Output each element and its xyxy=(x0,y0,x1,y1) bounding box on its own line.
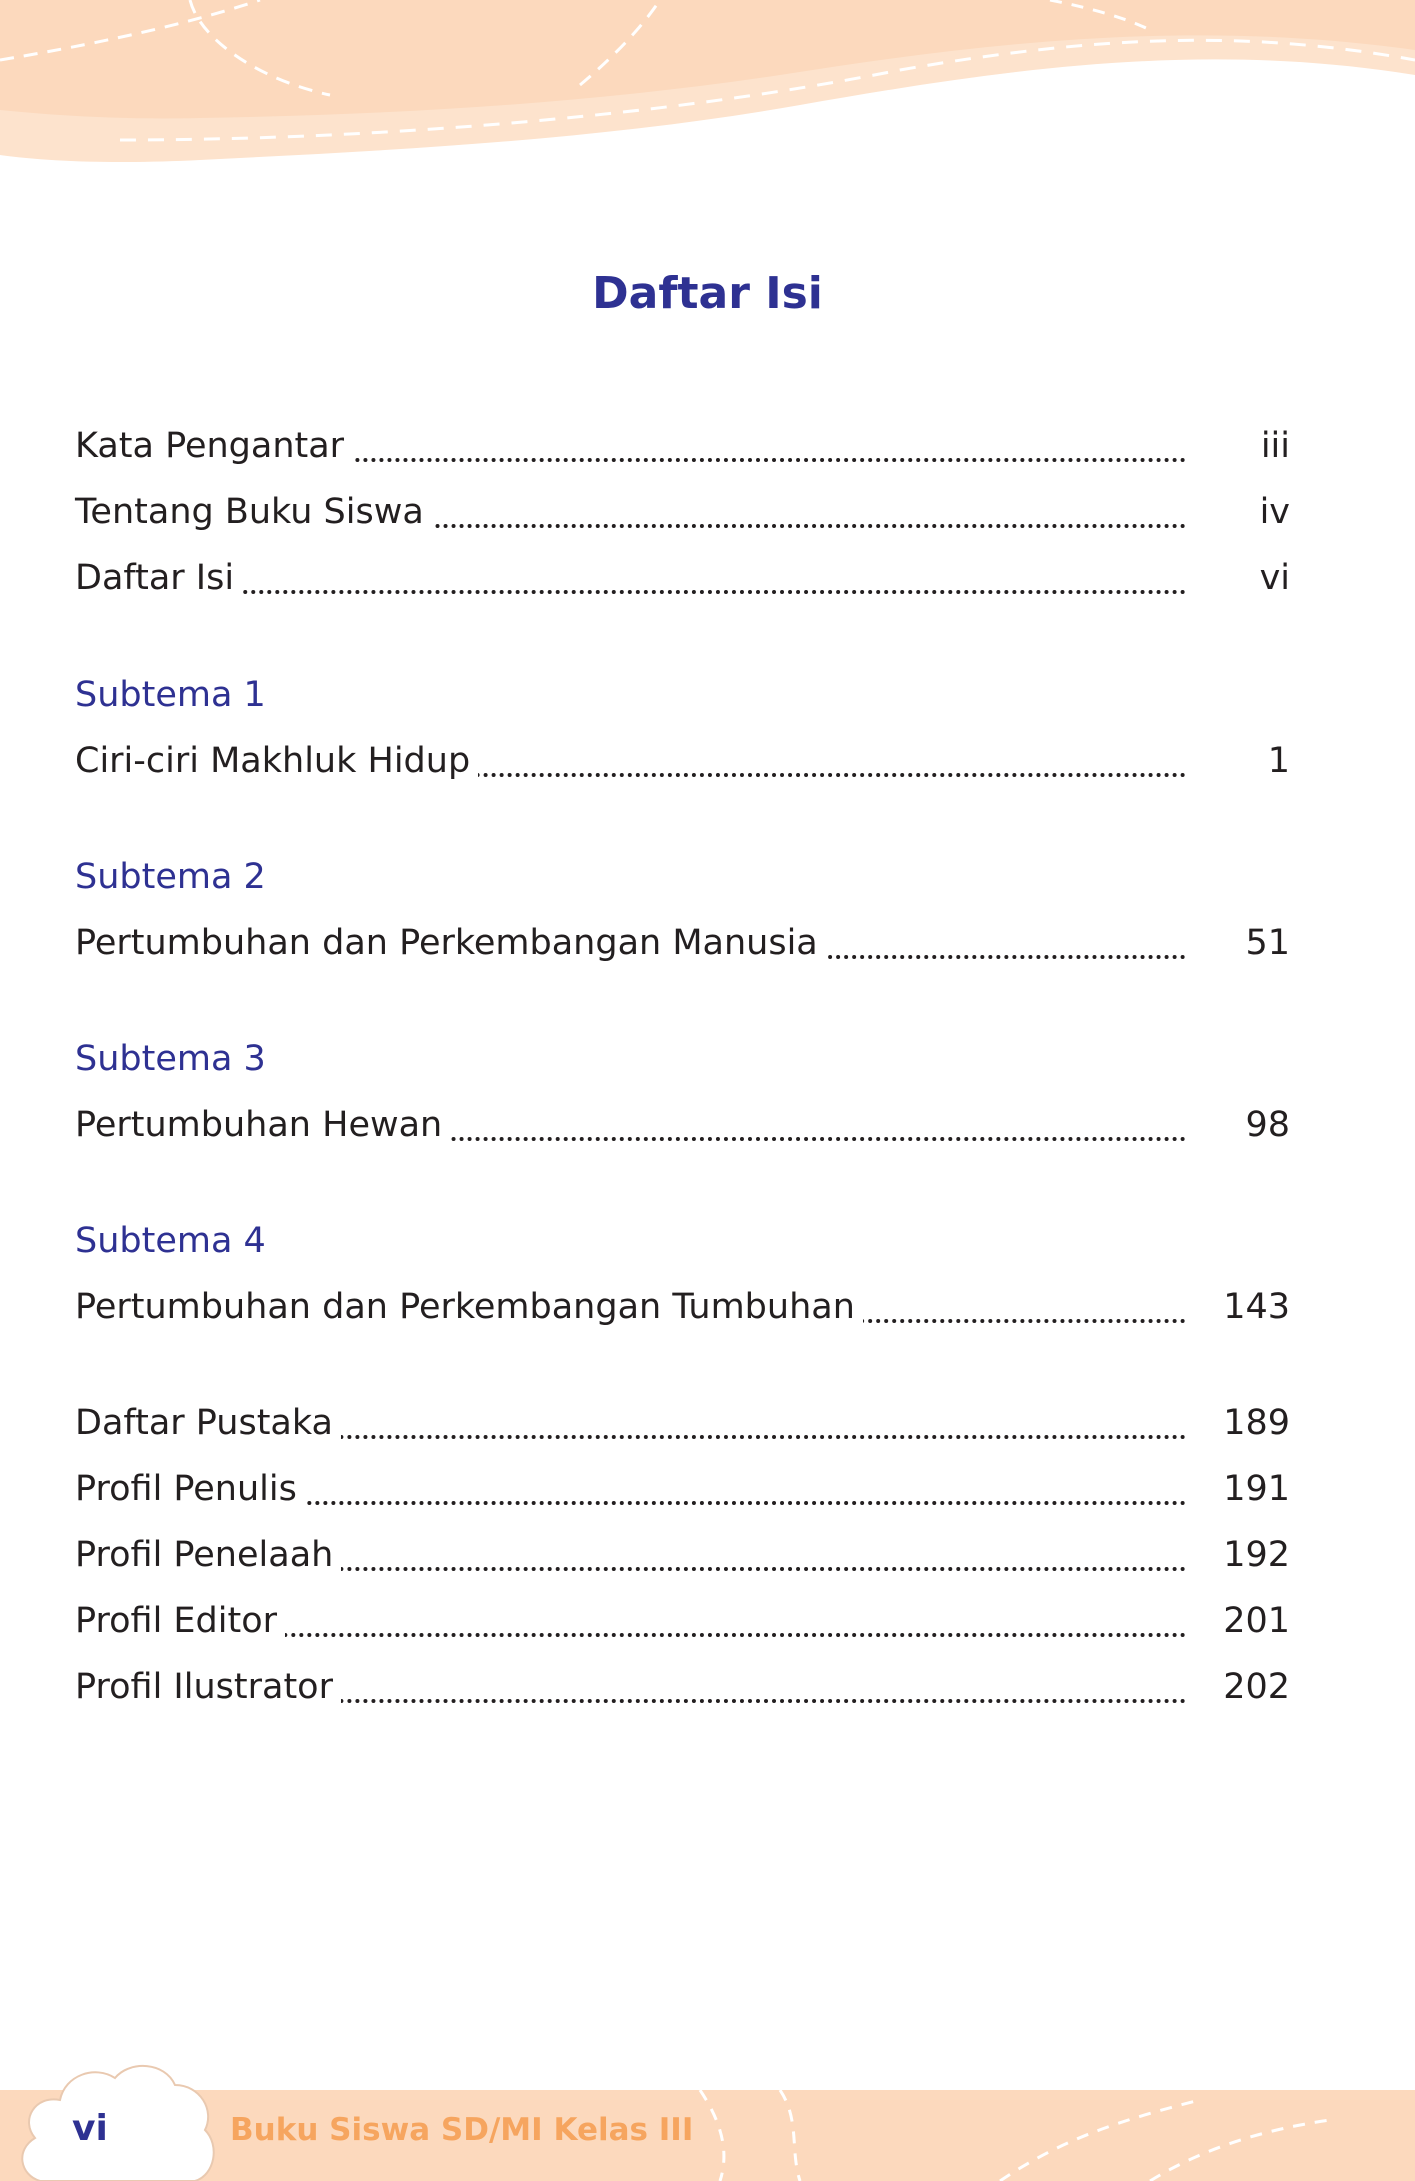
toc-entry-label: Pertumbuhan dan Perkembangan Manusia xyxy=(75,922,826,964)
footer-page-number: vi xyxy=(72,2108,108,2149)
toc-entry-page: 201 xyxy=(1223,1601,1290,1641)
footer-book-title: Buku Siswa SD/MI Kelas III xyxy=(230,2112,694,2148)
toc-entry-page: iii xyxy=(1260,426,1290,466)
toc-entry-daftar-pustaka[interactable] xyxy=(75,1402,1290,1452)
toc-entry-profil-penulis[interactable] xyxy=(75,1468,1290,1518)
toc-entry-label: Profil Penelaah xyxy=(75,1534,341,1576)
toc-entry-page: 202 xyxy=(1223,1667,1290,1707)
toc-entry-page: 189 xyxy=(1223,1403,1290,1443)
toc-entry-tentang-buku-siswa[interactable] xyxy=(75,491,1290,541)
toc-entry-label: Ciri-ciri Makhluk Hidup xyxy=(75,740,478,782)
toc-entry-subtema-1[interactable] xyxy=(75,740,1290,790)
toc-entry-page: 191 xyxy=(1223,1469,1290,1509)
toc-entry-label: Pertumbuhan dan Perkembangan Tumbuhan xyxy=(75,1286,863,1328)
toc-entry-label: Profil Penulis xyxy=(75,1468,305,1510)
toc-entry-daftar-isi[interactable] xyxy=(75,557,1290,607)
toc-entry-page: vi xyxy=(1259,558,1290,598)
toc-entry-label: Kata Pengantar xyxy=(75,425,352,467)
toc-entry-label: Profil Editor xyxy=(75,1600,285,1642)
subtema-heading-4: Subtema 4 xyxy=(75,1221,266,1261)
toc-entry-subtema-4[interactable] xyxy=(75,1286,1290,1336)
subtema-heading-3: Subtema 3 xyxy=(75,1039,266,1079)
toc-entry-profil-editor[interactable] xyxy=(75,1600,1290,1650)
subtema-heading-2: Subtema 2 xyxy=(75,857,266,897)
toc-entry-subtema-3[interactable] xyxy=(75,1104,1290,1154)
page-title: Daftar Isi xyxy=(592,268,823,319)
toc-entry-page: 192 xyxy=(1223,1535,1290,1575)
toc-entry-page: 1 xyxy=(1267,741,1290,781)
toc-entry-page: 143 xyxy=(1223,1287,1290,1327)
toc-entry-page: 51 xyxy=(1245,923,1290,963)
toc-entry-label: Pertumbuhan Hewan xyxy=(75,1104,450,1146)
table-of-contents xyxy=(75,0,1290,1750)
toc-entry-profil-penelaah[interactable] xyxy=(75,1534,1290,1584)
toc-entry-page: 98 xyxy=(1245,1105,1290,1145)
toc-entry-label: Daftar Pustaka xyxy=(75,1402,341,1444)
toc-entry-profil-ilustrator[interactable] xyxy=(75,1666,1290,1716)
toc-entry-subtema-2[interactable] xyxy=(75,922,1290,972)
toc-entry-label: Profil Ilustrator xyxy=(75,1666,341,1708)
toc-entry-label: Daftar Isi xyxy=(75,557,242,599)
toc-entry-page: iv xyxy=(1259,492,1290,532)
cloud-icon xyxy=(10,2040,220,2181)
toc-entry-kata-pengantar[interactable] xyxy=(75,425,1290,475)
toc-entry-label: Tentang Buku Siswa xyxy=(75,491,432,533)
subtema-heading-1: Subtema 1 xyxy=(75,675,266,715)
